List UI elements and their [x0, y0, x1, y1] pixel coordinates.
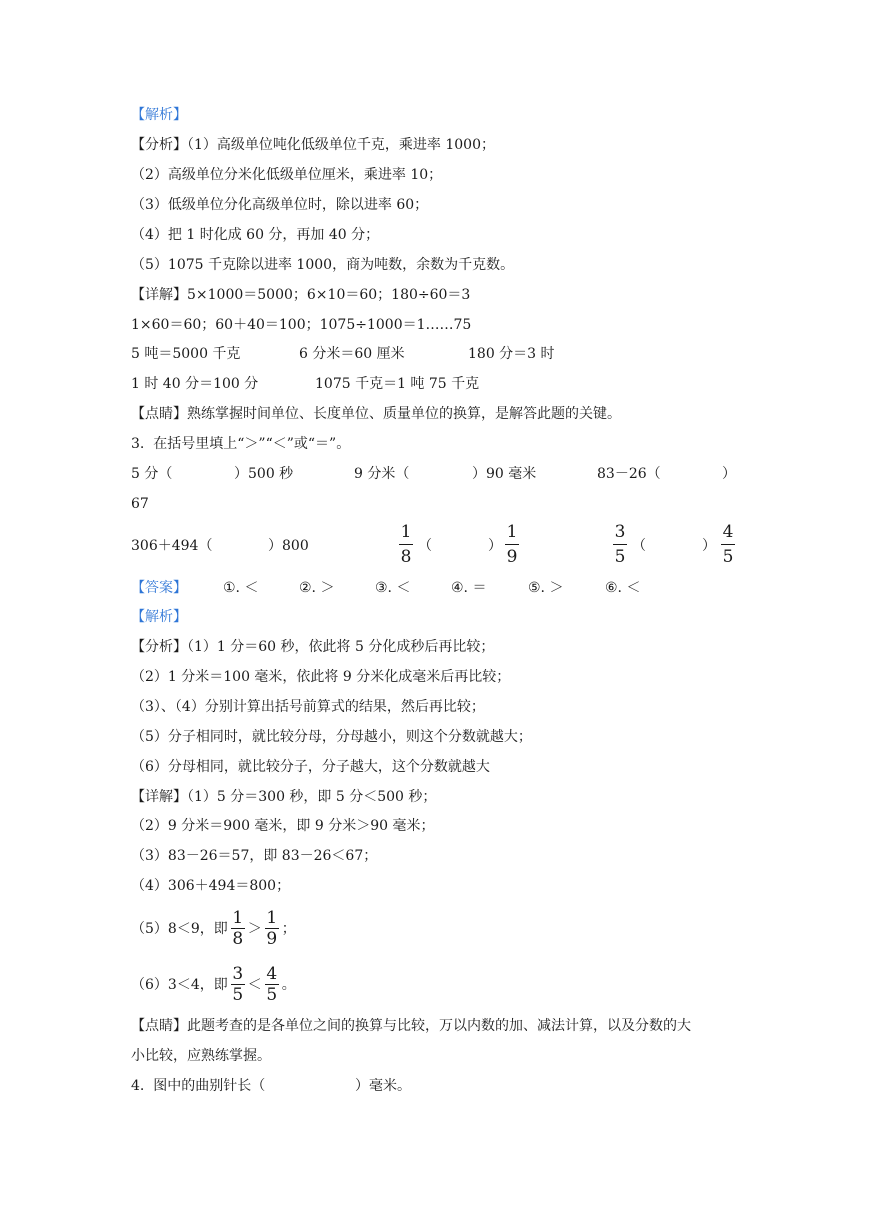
fraction-4-5 — [718, 522, 738, 567]
xiangjie-tag: 【详解】 — [131, 287, 187, 303]
answer-5: ⑤. ＞ — [528, 580, 564, 596]
fraction-3-5 — [610, 522, 630, 567]
numerator: 1 — [400, 522, 412, 542]
analysis-line-1 — [131, 135, 495, 155]
q3-a-left: 5 分（ — [131, 466, 173, 482]
detail2-line-2: （2）9 分米＝900 毫米，即 9 分米＞90 毫米； — [131, 818, 435, 834]
q3-b-left: 9 分米（ — [354, 466, 410, 482]
detail2-line-1 — [131, 787, 436, 807]
detail-line-1 — [131, 285, 470, 305]
detail-prefix: （6）3＜4，即 — [131, 977, 228, 993]
dianjing-line — [131, 404, 621, 424]
denominator: 5 — [722, 547, 734, 567]
fraction-bar — [505, 544, 519, 545]
q3-f-paren-open: （ — [632, 538, 646, 554]
q3-e-paren-open: （ — [418, 538, 432, 554]
question-4-title: 4. 图中的曲别针长（ — [131, 1078, 266, 1094]
fraction-bar — [721, 544, 735, 545]
fraction-1-9 — [502, 522, 522, 567]
punctuation: 。 — [281, 977, 296, 993]
question-4-title-end: ）毫米。 — [355, 1078, 411, 1094]
result-3: 180 分＝3 时 — [468, 346, 555, 362]
numerator: 3 — [232, 963, 244, 984]
punctuation: ； — [281, 921, 296, 937]
detail-text: 5×1000＝5000；6×10＝60；180÷60＝3 — [187, 287, 471, 303]
result-1: 5 吨＝5000 千克 — [131, 346, 241, 362]
detail2-line-3: （3）83－26＝57，即 83－26＜67； — [131, 848, 378, 864]
detail-line-2: 1×60＝60；60＋40＝100；1075÷1000＝1……75 — [131, 317, 472, 333]
comparison-operator: ＜ — [247, 977, 262, 993]
q3-d-right: ）800 — [268, 538, 309, 554]
analysis-line-5: （5）1075 千克除以进率 1000，商为吨数，余数为千克数。 — [131, 257, 515, 273]
fraction-3-5 — [230, 965, 246, 1004]
q3-a-right: ）500 秒 — [234, 466, 294, 482]
answer-6: ⑥. ＜ — [605, 580, 641, 596]
dianjing2-line-2: 小比较，应熟练掌握。 — [131, 1048, 271, 1064]
q3-c-wrap: 67 — [131, 496, 149, 512]
q3-c-left: 83－26（ — [597, 466, 661, 482]
comparison-operator: ＞ — [247, 921, 262, 937]
fraction-4-5 — [264, 965, 280, 1004]
dianjing-text: 此题考查的是各单位之间的换算与比较，万以内数的加、减法计算，以及分数的大 — [187, 1018, 691, 1034]
analysis2-line-5: （5）分子相同时，就比较分母，分母越小，则这个分数就越大； — [131, 729, 532, 745]
result-5: 1075 千克＝1 吨 75 千克 — [315, 376, 480, 392]
analysis-line-2: （2）高级单位分米化低级单位厘米，乘进率 10； — [131, 167, 443, 183]
analysis2-line-1 — [131, 637, 494, 657]
denominator: 5 — [266, 984, 278, 1005]
answer-4: ④. ＝ — [451, 580, 487, 596]
numerator: 4 — [722, 522, 734, 542]
q3-d-left: 306＋494（ — [131, 538, 213, 554]
xiangjie-tag: 【详解】 — [131, 789, 187, 805]
fraction-bar — [399, 544, 413, 545]
detail-prefix: （5）8＜9，即 — [131, 921, 228, 937]
answer-1: ①. ＜ — [223, 580, 259, 596]
analysis-line-4: （4）把 1 时化成 60 分，再加 40 分； — [131, 227, 380, 243]
analysis2-line-2: （2）1 分米＝100 毫米，依此将 9 分米化成毫米后再比较； — [131, 669, 511, 685]
fraction-bar — [613, 544, 627, 545]
result-4: 1 时 40 分＝100 分 — [131, 376, 259, 392]
analysis-text: （1）高级单位吨化低级单位千克，乘进率 1000； — [187, 137, 495, 153]
analysis2-line-3: （3）、（4）分别计算出括号前算式的结果，然后再比较； — [131, 699, 485, 715]
detail-text: （1）5 分＝300 秒，即 5 分＜500 秒； — [187, 789, 437, 805]
dianjing-tag: 【点睛】 — [131, 406, 187, 422]
fraction-1-9 — [264, 909, 280, 948]
dianjing2-line-1 — [131, 1016, 691, 1036]
dianjing-text: 熟练掌握时间单位、长度单位、质量单位的换算，是解答此题的关键。 — [187, 406, 621, 422]
numerator: 1 — [506, 522, 518, 542]
q3-b-right: ）90 毫米 — [472, 466, 537, 482]
detail2-line-5 — [131, 902, 296, 954]
fenxi-tag: 【分析】 — [131, 137, 187, 153]
denominator: 5 — [232, 984, 244, 1005]
answer-tag: 【答案】 — [131, 580, 187, 596]
answer-3: ③. ＜ — [375, 580, 411, 596]
question-3-title: 3. 在括号里填上“＞”“＜”或“＝”。 — [131, 436, 351, 452]
q3-c-right: ） — [722, 466, 736, 482]
numerator: 1 — [232, 907, 244, 928]
fraction-1-8 — [396, 522, 416, 567]
numerator: 1 — [266, 907, 278, 928]
fenxi-tag: 【分析】 — [131, 639, 187, 655]
denominator: 8 — [400, 547, 412, 567]
jiexi-heading-2: 【解析】 — [131, 609, 187, 625]
answer-2: ②. ＞ — [299, 580, 335, 596]
fraction-1-8 — [230, 909, 246, 948]
detail2-line-4: （4）306＋494＝800； — [131, 878, 291, 894]
q3-f-paren-close: ） — [702, 538, 716, 554]
jiexi-heading: 【解析】 — [131, 107, 187, 123]
numerator: 4 — [266, 963, 278, 984]
detail2-line-6 — [131, 958, 296, 1010]
dianjing-tag: 【点睛】 — [131, 1018, 187, 1034]
denominator: 9 — [506, 547, 518, 567]
analysis2-line-6: （6）分母相同，就比较分子，分子越大，这个分数就越大 — [131, 759, 490, 775]
result-2: 6 分米＝60 厘米 — [299, 346, 405, 362]
q3-e-paren-close: ） — [488, 538, 502, 554]
denominator: 5 — [614, 547, 626, 567]
denominator: 8 — [232, 928, 244, 949]
analysis-text: （1）1 分＝60 秒，依此将 5 分化成秒后再比较； — [187, 639, 495, 655]
denominator: 9 — [266, 928, 278, 949]
numerator: 3 — [614, 522, 626, 542]
analysis-line-3: （3）低级单位分化高级单位时，除以进率 60； — [131, 197, 429, 213]
